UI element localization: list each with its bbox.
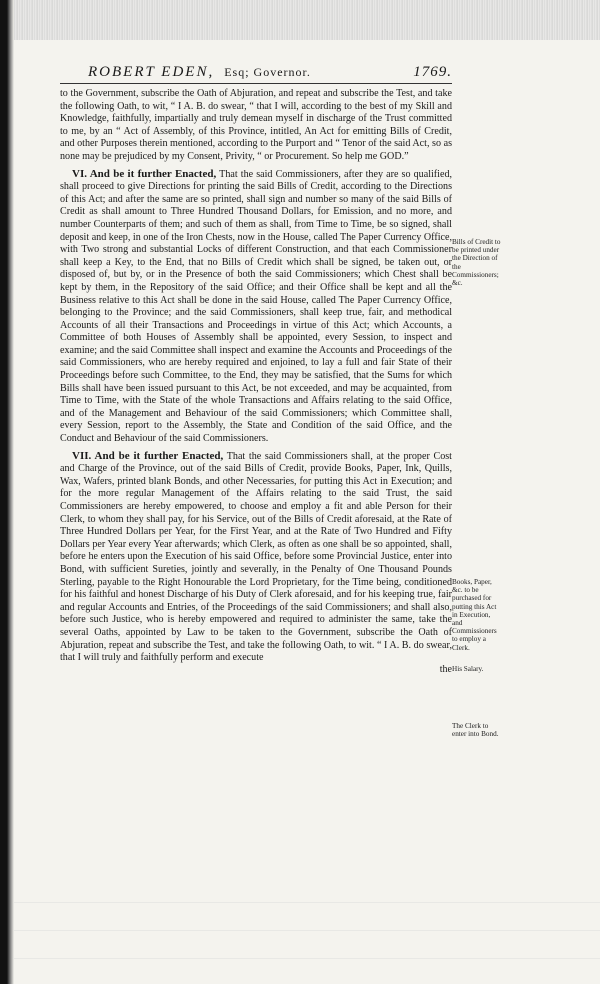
scan-top-band: [14, 0, 600, 40]
margin-note-bills: Bills of Credit to be printed under the Direction of the Commissioners; &c.: [452, 238, 501, 288]
header-year: 1769.: [413, 64, 452, 80]
header-rule: [60, 83, 452, 84]
section-vii-label: VII. And be it further Enacted,: [72, 449, 224, 462]
section-vi-text: That the said Commissioners, after they are so qualified, shall proceed to give Directions for printing the said Bills of Credit, according to the Directions of this Act; and after the same are so printed, shall sign and number so many of the said Bills of Credit as shall amount to Three Hundred Thousand Dollars, for Emission, and no more, and number Counterparts of them; and such of them as shall, from Time to Time, be so signed, shall deposit and keep, in one of the Iron Chests, now in the House, called The Paper Currency Office, with Two strong and substantial Locks of different Construction, and that each Commissioner shall keep a Key, to the End, that no Bills of Credit which shall be signed, be taken out, or disposed of, but by, or in the Presence of both the said Commissioners; which Chest shall be kept by them, in the Repository of the said Office; and their Office shall be kept and all the Business relative to this Act shall be done in the said House, called The Paper Currency Office, belonging to the Province; and the said Commissioners, shall keep true, fair, and methodical Accounts of all their Transactions and Proceedings in virtue of this Act; which Accounts, a Committee of both Houses of Assembly shall be appointed, every Session, to inspect and examine; and the said Committee shall inspect and examine the Accounts and Proceedings of the said Commissioners, who are hereby required and enjoined, to lay a full and fair State of their Proceedings before such Committee, to the End, they may be satisfied, that the Sums for which Bills shall have been issued pursuant to this Act, be not exceeded, and may be acquainted, from Time to Time, with the State of the whole Transactions and Affairs relating to the said Office, and of the Management and Behaviour of the said Commissioners; which Committee shall, every Session, report to the Assembly, the State and Condition of the said Office, and the Conduct and Behaviour of the said Commissioners.: [60, 168, 453, 445]
margin-note-bond: The Clerk to enter into Bond.: [452, 722, 499, 739]
document-page: [60, 64, 452, 675]
paragraph-opening: to the Government, subscribe the Oath of Abjuration, and repeat and subscribe the Test, and take the following Oath, to wit, “ I A. B. do swear, “ that I will, according to the best of my Skill and Knowledge, faithfully, impartially and truly demean myself in discharge of the Trust committed to me, by an “ Act of Assembly, of this Province, intitled, An Act for emitting Bills of Credit, and other Purposes therein mentioned, according to the Purport and “ Tenor of the said Act, so as none may be prejudiced by my Consent, Privity, “ or Procurement. So help me GOD.”: [60, 88, 452, 162]
catchword: the: [439, 663, 452, 675]
running-head: [60, 64, 452, 81]
scan-bottom-area: [14, 875, 600, 984]
header-name: ROBERT EDEN,: [88, 64, 215, 80]
section-vi-label: VI. And be it further Enacted,: [72, 167, 217, 180]
header-title: Esq; Governor.: [224, 65, 311, 79]
section-vii-text: That the said Commissioners shall, at the proper Cost and Charge of the Province, out of the said Bills of Credit, provide Books, Paper, Ink, Quills, Wax, Wafers, printed blank Bonds, and other Necessaries, for putting this Act in Execution; and for the more regular Management of the Affairs relating to the said Trust, the said Commissioners are hereby empowered, to choose and employ a fit and able Person for their Clerk, to whom they shall pay, for his Service, out of the Bills of Credit aforesaid, at the Rate of Three Hundred Dollars per Year, for the First Year, and at the Rate of Two Hundred and Fifty Dollars per Year every Year afterwards; which Clerk, as often as one shall be so appointed, shall, before he enters upon the Execution of his said Office, before some Provincial Justice, enter into Bond, with sufficient Sureties, jointly and severally, in the Penalty of One Thousand Pounds Sterling, payable to the Right Honourable the Lord Proprietary, for the Time being, conditioned for his faithful and honest Discharge of his Duty of Clerk aforesaid, and for his keeping true, fair and regular Accounts and Entries, of the Proceedings of the said Commissioners; and shall also, before such Justice, who is hereby empowered and required to administer the same, take the several Oaths, appointed by Law to be taken to the Government, subscribe the Oath of Abjuration, repeat and subscribe the Test, and take the following Oath, to wit. “ I A. B. do swear, that I will truly and faithfully perform and execute: [60, 450, 452, 664]
margin-note-books: Books, Paper, &c. to be purchased for putting this Act in Execution, and Commissioners to employ a Clerk.: [452, 578, 497, 652]
margin-note-salary: His Salary.: [452, 665, 484, 673]
section-vii: [60, 450, 452, 665]
section-vi: [60, 168, 452, 446]
scan-edge-shadow: [0, 0, 14, 984]
